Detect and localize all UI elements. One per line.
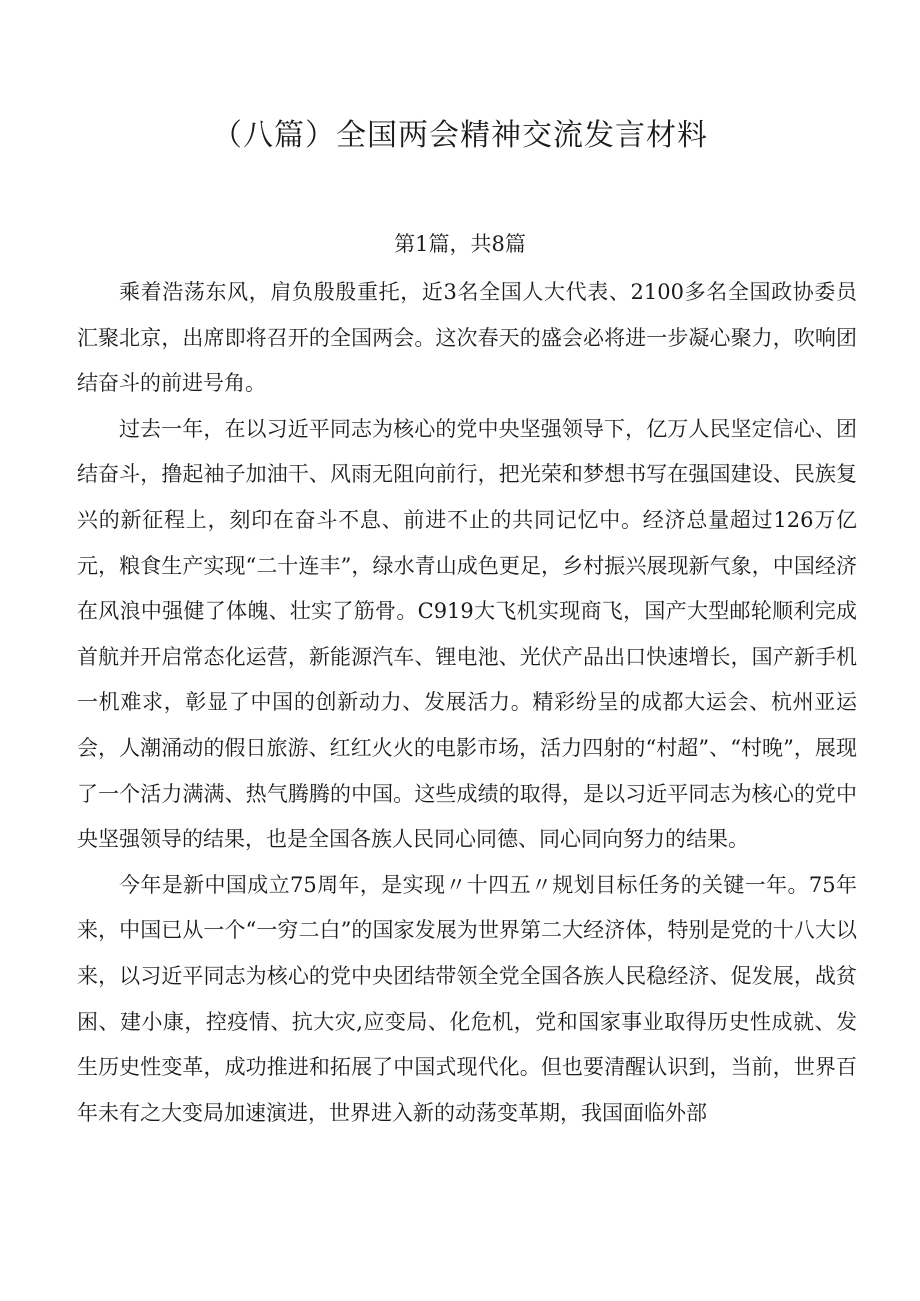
document-body: [77, 270, 857, 1136]
chapter-label: 第1篇，共8篇: [394, 232, 526, 256]
paragraph-1: 乘着浩荡东风，肩负殷殷重托，近3名全国人大代表、2100多名全国政协委员汇聚北京，出席即将召开的全国两会。这次春天的盛会必将进一步凝心聚力，吹响团结奋斗的前进号角。: [77, 280, 857, 396]
paragraph-2: 过去一年，在以习近平同志为核心的党中央坚强领导下，亿万人民坚定信心、团结奋斗，撸起袖子加油干、风雨无阻向前行，把光荣和梦想书写在强国建设、民族复兴的新征程上，刻印在奋斗不息、前进不止的共同记忆中。经济总量超过126万亿元，粮食生产实现“二十连丰”，绿水青山成色更足，乡村振兴展现新气象，中国经济在风浪中强健了体魄、壮实了筋骨。C919大飞机实现商飞，国产大型邮轮顺利完成首航并开启常态化运营，新能源汽车、锂电池、光伏产品出口快速增长，国产新手机一机难求，彰显了中国的创新动力、发展活力。精彩纷呈的成都大运会、杭州亚运会，人潮涌动的假日旅游、红红火火的电影市场，活力四射的“村超”、“村晚”，展现了一个活力满满、热气腾腾的中国。这些成绩的取得，是以习近平同志为核心的党中央坚强领导的结果，也是全国各族人民同心同德、同心同向努力的结果。: [77, 416, 857, 852]
paragraph-3: 今年是新中国成立75周年，是实现〃十四五〃规划目标任务的关键一年。75年来，中国已从一个“一穷二白”的国家发展为世界第二大经济体，特别是党的十八大以来，以习近平同志为核心的党中央团结带领全党全国各族人民稳经济、促发展，战贫困、建小康，控疫情、抗大灾,应变局、化危机，党和国家事业取得历史性成就、发生历史性变革，成功推进和拓展了中国式现代化。但也要清醒认识到，当前，世界百年未有之大变局加速演进，世界进入新的动荡变革期，我国面临外部: [77, 872, 857, 1125]
document-title: （八篇）全国两会精神交流发言材料: [212, 118, 708, 153]
